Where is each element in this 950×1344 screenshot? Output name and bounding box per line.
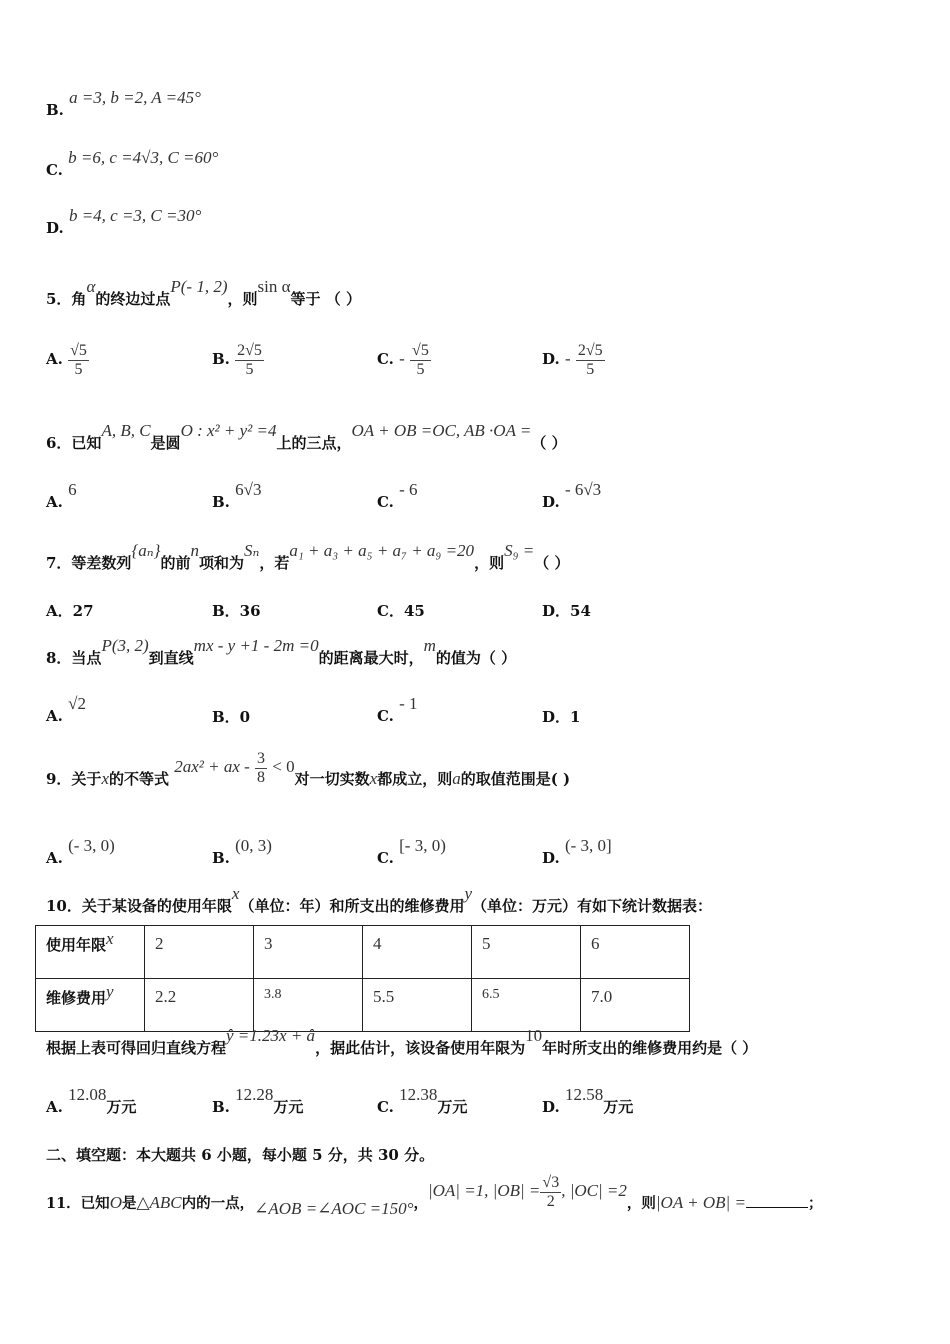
math: 10 xyxy=(525,1026,543,1045)
q4-option-b xyxy=(46,88,201,120)
header-text: 维修费用 xyxy=(46,989,107,1007)
q9-option-a xyxy=(46,836,115,868)
math: O : x² + y² =4 xyxy=(180,421,277,440)
option-math: b =6, c =4√3, C =60° xyxy=(68,148,219,167)
table-row xyxy=(36,926,690,979)
math: y xyxy=(464,884,472,903)
numerator: 2√5 xyxy=(237,342,262,359)
math: a xyxy=(452,769,461,789)
math: |OA + OB| = xyxy=(655,1193,746,1213)
text: 的前 xyxy=(160,554,191,572)
fraction xyxy=(255,750,267,786)
question-7-stem xyxy=(46,541,570,573)
math: 2ax² + ax - xyxy=(174,757,250,777)
option-math: 12.08 xyxy=(68,1085,107,1104)
unit: 万元 xyxy=(273,1098,304,1116)
q8-option-c xyxy=(377,694,418,726)
table-cell: 2.2 xyxy=(145,979,254,1032)
text: 9．关于 xyxy=(46,770,102,789)
table-cell: 2 xyxy=(145,926,254,979)
question-8-stem xyxy=(46,636,517,668)
text: 6．已知 xyxy=(46,434,102,452)
option-math: (- 3, 0) xyxy=(68,836,115,855)
fraction xyxy=(410,342,431,378)
row-header xyxy=(36,926,145,979)
denominator: 5 xyxy=(245,360,254,378)
text: （单位：年）和所支出的维修费用 xyxy=(239,897,465,915)
unit: 万元 xyxy=(106,1098,137,1116)
option-math: a =3, b =2, A =45° xyxy=(69,88,201,107)
option-math: - 6√3 xyxy=(564,480,602,499)
math: P(- 1, 2) xyxy=(170,277,228,296)
option-label: A. xyxy=(46,1098,63,1116)
q9-option-d xyxy=(542,836,612,868)
text: 根据上表可得回归直线方程 xyxy=(46,1039,227,1057)
option-label: D. xyxy=(542,493,560,511)
numerator: 3 xyxy=(257,750,266,767)
math: P(3, 2) xyxy=(101,636,149,655)
text: 的终边过点 xyxy=(95,290,171,308)
text: ，则 xyxy=(474,554,505,572)
header-text: 使用年限 xyxy=(46,936,107,954)
text: 等于 （ ） xyxy=(290,290,361,308)
q10-option-c xyxy=(377,1085,468,1117)
option-label: D. xyxy=(542,1098,560,1116)
text: 内的一点， xyxy=(181,1195,255,1213)
q4-option-c xyxy=(46,148,219,180)
text: （ ） xyxy=(531,434,567,452)
option-label: A. xyxy=(46,707,63,725)
table-cell: 3.8 xyxy=(254,979,363,1032)
sign: - xyxy=(564,349,571,369)
denominator: 8 xyxy=(257,768,266,786)
table-cell: 6.5 xyxy=(472,979,581,1032)
q7-option-d: D．54 xyxy=(542,602,591,620)
option-label: C. xyxy=(377,849,394,867)
math: , |OC| =2 xyxy=(561,1181,627,1201)
math: ∠AOB =∠AOC =150° xyxy=(254,1199,414,1219)
option-math: b =4, c =3, C =30° xyxy=(68,206,202,225)
table-row xyxy=(36,979,690,1032)
unit: 万元 xyxy=(603,1098,634,1116)
denominator: 2 xyxy=(546,1192,555,1210)
numerator: √5 xyxy=(70,342,87,359)
math: a₁ + a₃ + a₅ + a₇ + a₉ =20 xyxy=(289,541,475,560)
text: ， xyxy=(413,1195,428,1213)
q7-option-c: C．45 xyxy=(377,602,425,620)
q10-option-a xyxy=(46,1085,137,1117)
option-label: A. xyxy=(46,350,63,369)
option-label: C. xyxy=(377,493,394,511)
text: 对一切实数 xyxy=(294,770,370,789)
text: （单位：万元）有如下统计数据表： xyxy=(472,897,713,915)
question-10-followup xyxy=(46,1026,758,1058)
option-label: D. xyxy=(542,350,560,369)
table-cell: 6 xyxy=(581,926,690,979)
q6-option-b xyxy=(212,480,262,512)
q4-option-d xyxy=(46,206,202,238)
math: x xyxy=(101,769,109,789)
option-label: B. xyxy=(212,350,230,369)
math: α xyxy=(86,277,96,296)
text: ，若 xyxy=(259,554,290,572)
math: x xyxy=(369,769,378,789)
option-math: (- 3, 0] xyxy=(564,836,612,855)
denominator: 5 xyxy=(586,360,595,378)
row-header xyxy=(36,979,145,1032)
option-label: A. xyxy=(46,849,63,867)
option-math: √2 xyxy=(68,694,86,713)
text: 到直线 xyxy=(148,649,194,667)
text: 8．当点 xyxy=(46,649,102,667)
text: 7．等差数列 xyxy=(46,554,132,572)
table-cell: 5.5 xyxy=(363,979,472,1032)
text: ； xyxy=(807,1195,823,1213)
math: m xyxy=(423,636,436,655)
math: △ABC xyxy=(136,1193,182,1213)
math: sin α xyxy=(257,277,291,296)
option-label: C. xyxy=(377,707,394,725)
text: 都成立，则 xyxy=(377,770,453,789)
data-table xyxy=(35,925,690,1032)
numerator: √3 xyxy=(542,1174,560,1191)
text: 上的三点， xyxy=(276,434,352,452)
q6-option-d xyxy=(542,480,602,512)
option-math: [- 3, 0) xyxy=(399,836,446,855)
numerator: √5 xyxy=(412,342,429,359)
section-heading: 二、填空题：本大题共 6 小题，每小题 5 分，共 30 分。 xyxy=(46,1146,435,1164)
math: OA + OB =OC, AB ·OA = xyxy=(351,421,532,440)
q5-option-c xyxy=(377,342,431,378)
text: 10．关于某设备的使用年限 xyxy=(46,897,232,915)
option-label: C. xyxy=(377,350,394,369)
q8-option-d: D．1 xyxy=(542,708,581,726)
fraction xyxy=(540,1174,561,1210)
q5-option-b xyxy=(212,342,264,378)
option-label: B. xyxy=(46,101,64,119)
option-math: - 6 xyxy=(399,480,418,499)
q6-option-c xyxy=(377,480,418,512)
math: mx - y +1 - 2m =0 xyxy=(193,636,319,655)
q7-option-b: B．36 xyxy=(212,602,261,620)
option-label: C. xyxy=(46,161,63,179)
header-var: y xyxy=(106,982,114,1001)
math: x xyxy=(231,884,240,903)
option-label: A. xyxy=(46,493,63,511)
sign: - xyxy=(399,349,405,369)
unit: 万元 xyxy=(437,1098,468,1116)
text: ，则 xyxy=(626,1195,656,1213)
q9-option-b xyxy=(212,836,272,868)
math: ŷ =1.23x + â xyxy=(226,1026,316,1045)
denominator: 5 xyxy=(74,360,83,378)
header-var: x xyxy=(106,929,114,948)
q7-option-a: A．27 xyxy=(46,602,94,620)
text: 的取值范围是( ) xyxy=(460,770,571,789)
table-cell: 4 xyxy=(363,926,472,979)
answer-blank[interactable] xyxy=(746,1207,808,1208)
math: S₉ = xyxy=(504,541,535,560)
math: A, B, C xyxy=(101,421,151,440)
numerator: 2√5 xyxy=(577,342,603,359)
text: （ ） xyxy=(534,554,570,572)
q8-option-b: B．0 xyxy=(212,708,251,726)
math: {aₙ} xyxy=(131,541,161,560)
option-label: D. xyxy=(542,849,560,867)
q5-option-a xyxy=(46,342,89,378)
table-cell: 3 xyxy=(254,926,363,979)
text: 的不等式 xyxy=(108,770,169,789)
question-11-stem xyxy=(46,1174,823,1222)
denominator: 5 xyxy=(416,360,425,378)
question-10-stem xyxy=(46,884,713,916)
text: 的值为（ ） xyxy=(435,649,517,667)
option-math: 12.38 xyxy=(399,1085,438,1104)
q10-option-d xyxy=(542,1085,634,1117)
question-9-stem xyxy=(46,750,571,798)
question-6-stem xyxy=(46,421,567,453)
math: < 0 xyxy=(272,757,295,777)
option-label: B. xyxy=(212,493,230,511)
math: |OA| =1, |OB| = xyxy=(427,1181,541,1201)
q5-option-d xyxy=(542,342,605,378)
math: Sₙ xyxy=(243,541,260,560)
q9-option-c xyxy=(377,836,446,868)
option-math: - 1 xyxy=(399,694,418,713)
text: 是圆 xyxy=(150,434,181,452)
text: 是 xyxy=(121,1195,137,1213)
option-label: B. xyxy=(212,1098,230,1116)
option-label: D. xyxy=(46,219,64,237)
q6-option-a xyxy=(46,480,77,512)
text: 5．角 xyxy=(46,290,87,308)
option-math: 12.58 xyxy=(564,1085,604,1104)
text: 项和为 xyxy=(198,554,244,572)
text: 的距离最大时， xyxy=(318,649,424,667)
text: 11．已知 xyxy=(46,1195,110,1213)
option-math: 6 xyxy=(68,480,77,499)
option-math: (0, 3) xyxy=(235,836,272,855)
option-math: 6√3 xyxy=(235,480,262,499)
text: ，则 xyxy=(227,290,258,308)
fraction xyxy=(68,342,89,378)
q10-option-b xyxy=(212,1085,304,1117)
question-5-stem xyxy=(46,277,361,309)
table-cell: 5 xyxy=(472,926,581,979)
text: ，据此估计，该设备使用年限为 xyxy=(315,1039,526,1057)
math: n xyxy=(190,541,199,560)
fraction xyxy=(576,342,605,378)
option-math: 12.28 xyxy=(235,1085,274,1104)
math: O xyxy=(109,1193,122,1213)
q8-option-a xyxy=(46,694,86,726)
fraction xyxy=(235,342,264,378)
text: 年时所支出的维修费用约是（ ） xyxy=(542,1039,758,1057)
option-label: C. xyxy=(377,1098,394,1116)
table-cell: 7.0 xyxy=(581,979,690,1032)
option-label: B. xyxy=(212,849,230,867)
